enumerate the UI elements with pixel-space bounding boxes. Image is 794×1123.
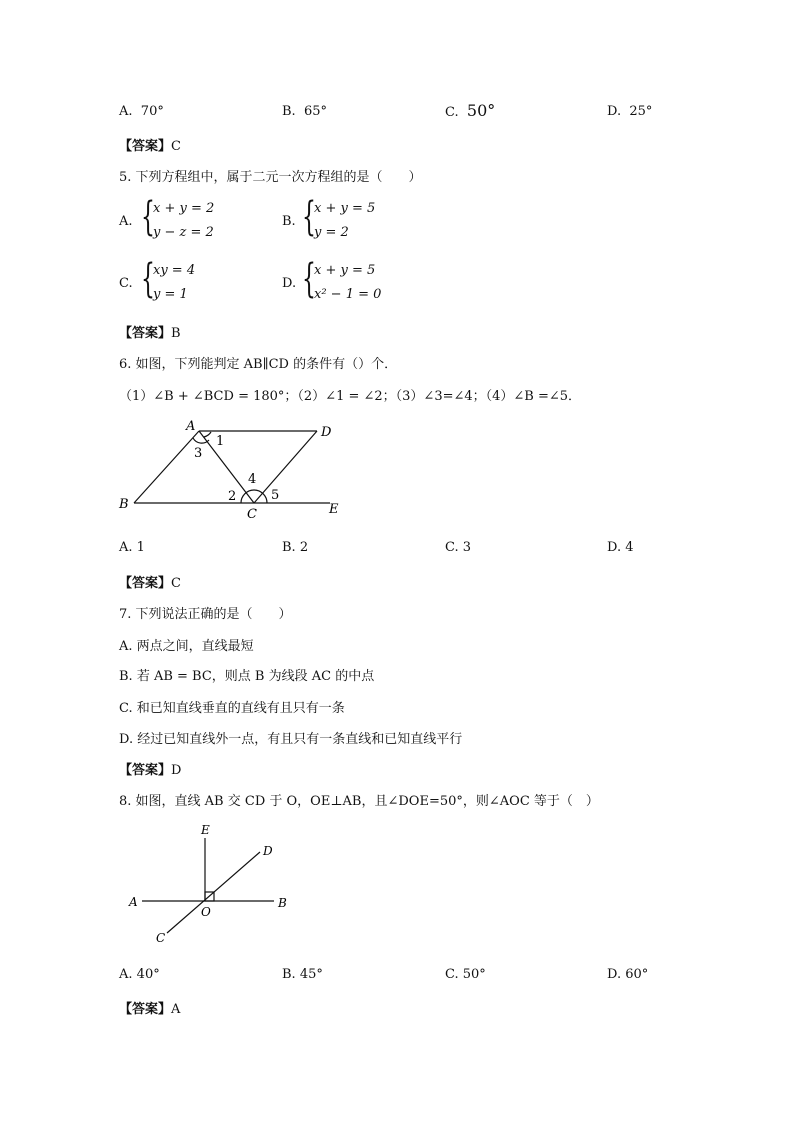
q5-option-d-key: D. [282, 276, 297, 291]
q6-option-a: A. 1 [119, 540, 145, 555]
q7-stem: 7. 下列说法正确的是（ ） [119, 607, 292, 622]
q5-option-a-key: A. [119, 214, 133, 229]
q5-option-b-brace: { [302, 194, 316, 240]
q6-stem: 6. 如图，下列能判定 AB∥CD 的条件有（）个． [119, 357, 398, 372]
q7-answer: 【答案】D [119, 763, 182, 778]
q5-option-a-eq1: x + y = 2 [153, 201, 215, 216]
q5-option-d-brace: { [302, 256, 316, 302]
q5-option-a-brace: { [141, 194, 155, 240]
label-a: A [129, 895, 138, 909]
q4-option-c: C. 50° [445, 101, 496, 120]
label-angle-2: 2 [228, 489, 237, 504]
label-angle-5: 5 [271, 488, 280, 503]
q5-option-d-eq2: x² − 1 = 0 [314, 287, 382, 302]
q8-option-b: B. 45° [282, 967, 323, 982]
q6-figure [112, 410, 352, 522]
q8-figure [122, 818, 302, 950]
label-o: O [201, 905, 211, 919]
q5-option-c-brace: { [141, 256, 155, 302]
q4-option-b: B. 65° [282, 104, 327, 119]
q4-option-d: D. 25° [607, 104, 653, 119]
q8-option-c: C. 50° [445, 967, 486, 982]
q5-option-c-key: C. [119, 276, 133, 291]
label-a: A [186, 419, 196, 434]
q7-option-a: A. 两点之间，直线最短 [119, 639, 254, 654]
q5-option-b-eq2: y = 2 [314, 225, 349, 240]
line-cd [254, 431, 317, 503]
label-b: B [119, 497, 129, 512]
q5-stem: 5. 下列方程组中，属于二元一次方程组的是（ ） [119, 170, 422, 185]
label-b: B [278, 896, 287, 910]
q6-option-d: D. 4 [607, 540, 634, 555]
label-e: E [201, 823, 210, 837]
q8-answer: 【答案】A [119, 1002, 181, 1017]
q5-answer: 【答案】B [119, 326, 181, 341]
q4-option-a: A. 70° [119, 104, 164, 119]
q5-option-b-eq1: x + y = 5 [314, 201, 376, 216]
q4-answer: 【答案】C [119, 139, 181, 154]
q5-option-a-eq2: y − z = 2 [153, 225, 214, 240]
q6-option-b: B. 2 [282, 540, 309, 555]
q8-option-d: D. 60° [607, 967, 649, 982]
q7-option-c: C. 和已知直线垂直的直线有且只有一条 [119, 701, 345, 716]
q6-answer: 【答案】C [119, 576, 181, 591]
label-c: C [156, 931, 166, 945]
q7-option-b: B. 若 AB = BC，则点 B 为线段 AC 的中点 [119, 669, 375, 684]
label-d: D [321, 425, 332, 440]
label-e: E [329, 502, 339, 517]
q5-option-d-eq1: x + y = 5 [314, 263, 376, 278]
label-angle-3: 3 [194, 446, 203, 461]
q8-stem: 8. 如图，直线 AB 交 CD 于 O，OE⊥AB，且∠DOE=50°，则∠AOC 等于（ ） [119, 794, 599, 809]
label-d: D [263, 844, 273, 858]
angle-arc-1 [204, 432, 211, 437]
label-angle-1: 1 [216, 434, 225, 449]
label-angle-4: 4 [248, 472, 257, 487]
q5-option-c-eq1: xy = 4 [153, 263, 196, 278]
q5-option-c-eq2: y = 1 [153, 287, 188, 302]
q6-conditions: （1）∠B + ∠BCD = 180°；（2）∠1 = ∠2；（3）∠3=∠4；（4）∠B =∠5． [119, 389, 582, 404]
q6-option-c: C. 3 [445, 540, 472, 555]
q7-option-d: D. 经过已知直线外一点，有且只有一条直线和已知直线平行 [119, 732, 463, 747]
label-c: C [247, 507, 257, 522]
line-ba [134, 431, 199, 503]
q5-option-b-key: B. [282, 214, 296, 229]
q8-option-a: A. 40° [119, 967, 160, 982]
